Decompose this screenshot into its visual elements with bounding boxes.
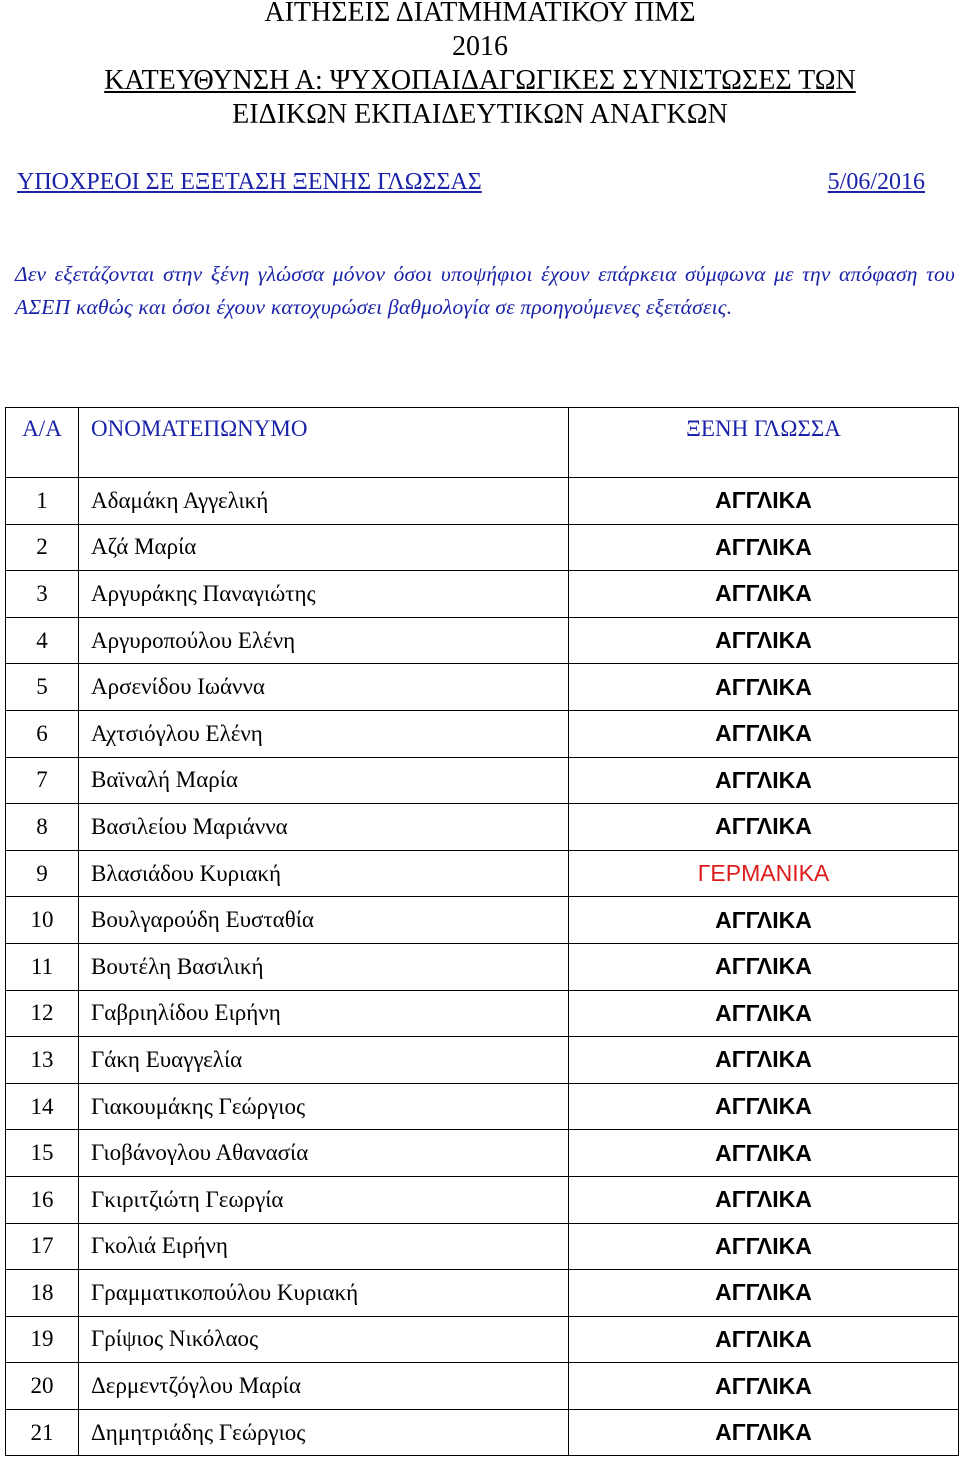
foreign-language: ΑΓΓΛΙΚΑ — [569, 1176, 959, 1223]
table-row — [6, 1409, 959, 1456]
row-number: 17 — [6, 1223, 79, 1270]
row-number: 18 — [6, 1270, 79, 1317]
foreign-language: ΑΓΓΛΙΚΑ — [569, 990, 959, 1037]
table-row — [6, 943, 959, 990]
row-number: 20 — [6, 1363, 79, 1410]
header-title: ΑΙΤΗΣΕΙΣ ΔΙΑΤΜΗΜΑΤΙΚΟΥ ΠΜΣ — [264, 0, 696, 28]
candidate-name: Βουλγαρούδη Ευσταθία — [79, 897, 569, 944]
table-row — [6, 1270, 959, 1317]
foreign-language: ΑΓΓΛΙΚΑ — [569, 571, 959, 618]
table-row — [6, 1037, 959, 1084]
candidate-name: Γρίψιος Νικόλαος — [79, 1316, 569, 1363]
table-row — [6, 804, 959, 851]
exam-date: 5/06/2016 — [827, 169, 925, 195]
header-direction-continued: ΕΙΔΙΚΩΝ ΕΚΠΑΙΔΕΥΤΙΚΩΝ ΑΝΑΓΚΩΝ — [232, 99, 728, 130]
candidate-name: Βασιλείου Μαριάννα — [79, 804, 569, 851]
candidate-name: Αργυροπούλου Ελένη — [79, 617, 569, 664]
row-number: 14 — [6, 1083, 79, 1130]
exam-subheader — [17, 166, 925, 198]
row-number: 15 — [6, 1130, 79, 1177]
table-row — [6, 710, 959, 757]
candidates-table — [5, 407, 959, 1456]
foreign-language: ΑΓΓΛΙΚΑ — [569, 617, 959, 664]
header-year: 2016 — [452, 31, 508, 62]
table-row — [6, 990, 959, 1037]
row-number: 12 — [6, 990, 79, 1037]
foreign-language: ΑΓΓΛΙΚΑ — [569, 664, 959, 711]
table-header-row — [6, 408, 959, 478]
foreign-language: ΑΓΓΛΙΚΑ — [569, 710, 959, 757]
foreign-language: ΑΓΓΛΙΚΑ — [569, 1409, 959, 1456]
table-row — [6, 478, 959, 525]
candidate-name: Γκολιά Ειρήνη — [79, 1223, 569, 1270]
candidate-name: Αχτσιόγλου Ελένη — [79, 710, 569, 757]
row-number: 13 — [6, 1037, 79, 1084]
table-row — [6, 897, 959, 944]
table-row — [6, 664, 959, 711]
table-row — [6, 524, 959, 571]
foreign-language: ΑΓΓΛΙΚΑ — [569, 524, 959, 571]
candidate-name: Γκιριτζιώτη Γεωργία — [79, 1176, 569, 1223]
row-number: 3 — [6, 571, 79, 618]
candidate-name: Αζά Μαρία — [79, 524, 569, 571]
candidate-name: Γραμματικοπούλου Κυριακή — [79, 1270, 569, 1317]
table-row — [6, 1223, 959, 1270]
candidate-name: Βαϊναλή Μαρία — [79, 757, 569, 804]
foreign-language: ΑΓΓΛΙΚΑ — [569, 757, 959, 804]
table-row — [6, 757, 959, 804]
candidate-name: Δερμεντζόγλου Μαρία — [79, 1363, 569, 1410]
row-number: 21 — [6, 1409, 79, 1456]
table-row — [6, 617, 959, 664]
row-number: 16 — [6, 1176, 79, 1223]
candidate-name: Βλασιάδου Κυριακή — [79, 850, 569, 897]
candidate-name: Αρσενίδου Ιωάννα — [79, 664, 569, 711]
candidate-name: Γιοβάνογλου Αθανασία — [79, 1130, 569, 1177]
foreign-language: ΑΓΓΛΙΚΑ — [569, 478, 959, 525]
row-number: 8 — [6, 804, 79, 851]
table-row — [6, 1130, 959, 1177]
table-body — [6, 478, 959, 1456]
table-row — [6, 1316, 959, 1363]
row-number: 4 — [6, 617, 79, 664]
candidate-name: Αδαμάκη Αγγελική — [79, 478, 569, 525]
foreign-language: ΑΓΓΛΙΚΑ — [569, 943, 959, 990]
table-row — [6, 571, 959, 618]
foreign-language: ΑΓΓΛΙΚΑ — [569, 804, 959, 851]
column-header-name: ΟΝΟΜΑΤΕΠΩΝΥΜΟ — [79, 408, 569, 478]
candidate-name: Αργυράκης Παναγιώτης — [79, 571, 569, 618]
column-header-aa: Α/Α — [6, 408, 79, 478]
row-number: 9 — [6, 850, 79, 897]
foreign-language: ΑΓΓΛΙΚΑ — [569, 1223, 959, 1270]
foreign-language: ΑΓΓΛΙΚΑ — [569, 1316, 959, 1363]
row-number: 5 — [6, 664, 79, 711]
row-number: 19 — [6, 1316, 79, 1363]
table-row — [6, 850, 959, 897]
exemption-note: Δεν εξετάζονται στην ξένη γλώσσα μόνον όσοι υποψήφιοι έχουν επάρκεια σύμφωνα με την απόφαση του ΑΣΕΠ καθώς και όσοι έχουν κατοχυρώσει βαθμολογία σε προηγούμενες εξετάσεις. — [15, 262, 955, 319]
candidate-name: Δημητριάδης Γεώργιος — [79, 1409, 569, 1456]
foreign-language: ΓΕΡΜΑΝΙΚΑ — [569, 850, 959, 897]
foreign-language: ΑΓΓΛΙΚΑ — [569, 1130, 959, 1177]
candidate-name: Γάκη Ευαγγελία — [79, 1037, 569, 1084]
row-number: 10 — [6, 897, 79, 944]
candidate-name: Βουτέλη Βασιλική — [79, 943, 569, 990]
row-number: 1 — [6, 478, 79, 525]
row-number: 2 — [6, 524, 79, 571]
table-row — [6, 1083, 959, 1130]
foreign-language: ΑΓΓΛΙΚΑ — [569, 1270, 959, 1317]
candidate-name: Γιακουμάκης Γεώργιος — [79, 1083, 569, 1130]
column-header-language: ΞΕΝΗ ΓΛΩΣΣΑ — [569, 408, 959, 478]
candidate-name: Γαβριηλίδου Ειρήνη — [79, 990, 569, 1037]
foreign-language: ΑΓΓΛΙΚΑ — [569, 897, 959, 944]
foreign-language: ΑΓΓΛΙΚΑ — [569, 1363, 959, 1410]
foreign-language: ΑΓΓΛΙΚΑ — [569, 1037, 959, 1084]
table-row — [6, 1363, 959, 1410]
table-row — [6, 1176, 959, 1223]
foreign-language: ΑΓΓΛΙΚΑ — [569, 1083, 959, 1130]
row-number: 6 — [6, 710, 79, 757]
header-direction: ΚΑΤΕΥΘΥΝΣΗ Α: ΨΥΧΟΠΑΙΔΑΓΩΓΙΚΕΣ ΣΥΝΙΣΤΩΣΕΣ ΤΩΝ — [104, 65, 856, 96]
row-number: 7 — [6, 757, 79, 804]
row-number: 11 — [6, 943, 79, 990]
exam-required-label: ΥΠΟΧΡΕΟΙ ΣΕ ΕΞΕΤΑΣΗ ΞΕΝΗΣ ΓΛΩΣΣΑΣ — [17, 169, 482, 195]
